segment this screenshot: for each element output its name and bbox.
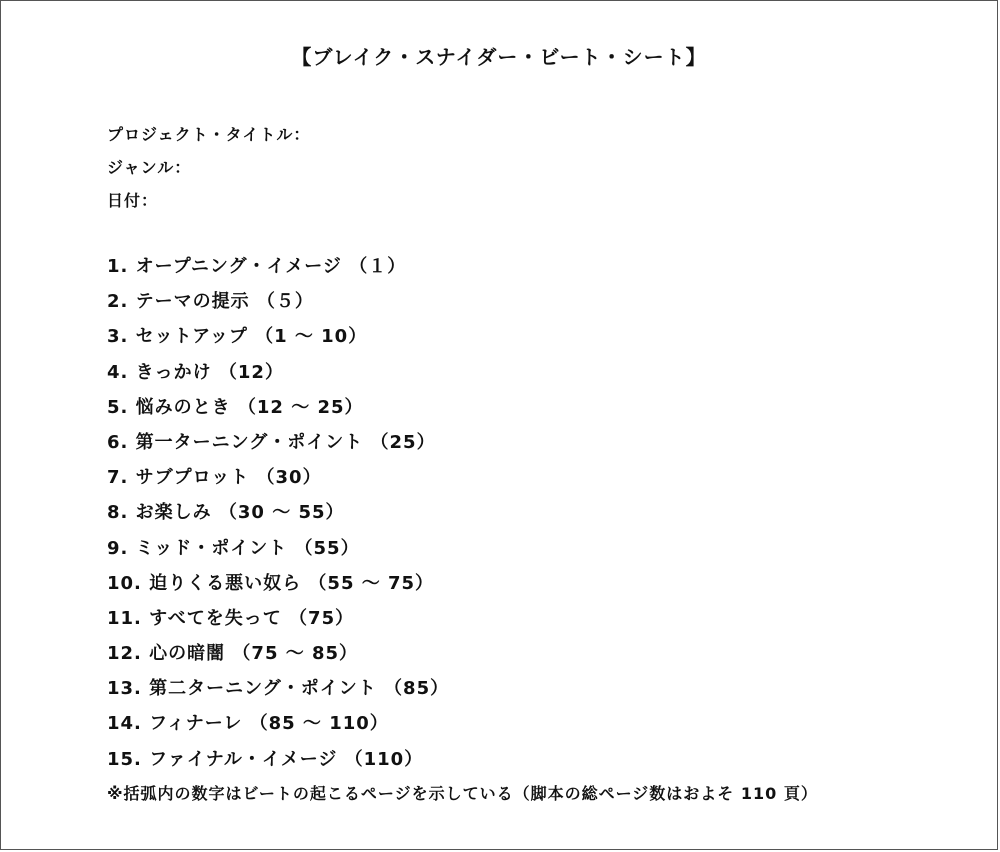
footnote: ※括弧内の数字はビートの起こるページを示している（脚本の総ページ数はおよそ 110 頁） [107,784,818,803]
metadata-block [107,123,310,222]
beat-item: 4. きっかけ （12） [107,361,284,383]
beat-list [107,254,449,782]
beat-item: 15. ファイナル・イメージ （110） [107,748,424,770]
beat-item: 9. ミッド・ポイント （55） [107,537,360,559]
beat-item: 2. テーマの提示 （５） [107,291,314,313]
beat-item: 8. お楽しみ （30 ～ 55） [107,502,345,524]
beat-item: 5. 悩みのとき （12 ～ 25） [107,396,364,418]
beat-item: 13. 第二ターニング・ポイント （85） [107,678,450,700]
beat-item: 11. すべてを失って （75） [107,607,355,629]
beat-item: 6. 第一ターニング・ポイント （25） [107,431,436,453]
beat-item: 3. セットアップ （1 ～ 10） [107,326,368,348]
beat-item: 7. サブプロット （30） [107,467,322,489]
beat-item: 12. 心の暗闇 （75 ～ 85） [107,643,359,665]
document-title: 【ブレイク・スナイダー・ビート・シート】 [291,45,707,69]
genre-label: ジャンル： [107,158,192,177]
beat-item: 1. オープニング・イメージ （１） [107,256,407,277]
beat-item: 14. フィナーレ （85 ～ 110） [107,713,389,735]
date-label: 日付： [107,191,159,210]
beat-item: 10. 迫りくる悪い奴ら （55 ～ 75） [107,572,435,594]
project-title-label: プロジェクト・タイトル： [107,125,311,144]
